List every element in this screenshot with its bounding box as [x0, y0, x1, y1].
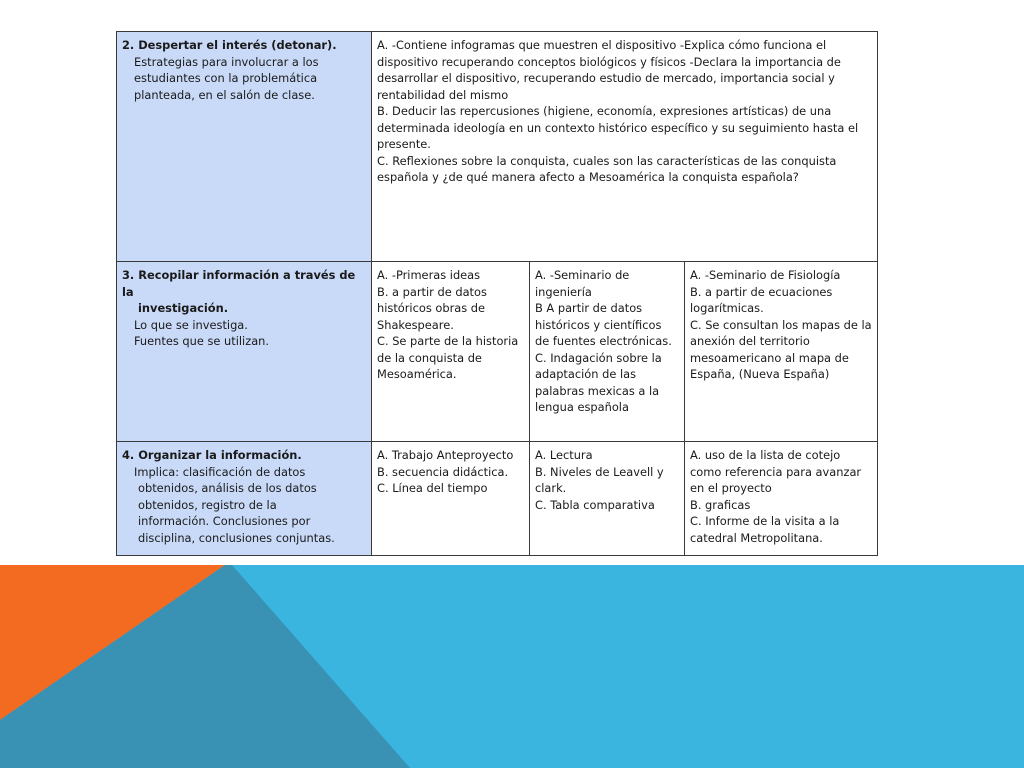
activity-text: C. Se consultan los mapas de la anexión del territorio mesoamericano al mapa de España, (Nueva España)	[690, 317, 872, 381]
activity-text: A. -Seminario de Fisiología	[690, 268, 841, 282]
activity-text: C. Informe de la visita a la catedral Metropolitana.	[690, 514, 840, 545]
stage-title-line: investigación.	[138, 301, 229, 315]
activity-text: B. a partir de datos históricos obras de Shakespeare.	[377, 284, 487, 332]
decorative-bottom-band	[0, 565, 1024, 768]
activity-cell-col2	[530, 262, 685, 442]
activity-cell-col1	[372, 262, 530, 442]
activity-cell-col3	[685, 262, 878, 442]
activity-text: A. -Seminario de ingeniería	[535, 268, 630, 299]
activity-text: C. Se parte de la historia de la conquista de Mesoamérica.	[377, 334, 519, 381]
stage-description-line: estudiantes con la problemática	[134, 71, 318, 85]
table-row-stage-2	[117, 32, 878, 262]
stage-description-line: disciplina, conclusiones conjuntas.	[138, 530, 335, 545]
stage-title: 2. Despertar el interés (detonar).	[122, 38, 337, 52]
stage-description-line: planteada, en el salón de clase.	[134, 87, 315, 102]
planning-table	[116, 31, 878, 556]
activity-text: B. a partir de ecuaciones logarítmicas.	[690, 284, 833, 315]
stage-cell-2	[117, 32, 372, 262]
stage-description-line: Implica: clasificación de datos	[134, 464, 306, 479]
activity-text: A. uso de la lista de cotejo como referencia para avanzar en el proyecto	[690, 448, 862, 495]
activity-text-c: C. Reflexiones sobre la conquista, cuales son las características de las conquista española y ¿de qué manera afecto a Mesoamérica la conquista española?	[377, 153, 837, 184]
stage-description-line: información. Conclusiones por	[138, 514, 311, 528]
stage-description-line: obtenidos, registro de la	[138, 497, 277, 512]
activity-text: A. Lectura	[535, 448, 593, 462]
activity-cell-col1	[372, 442, 530, 556]
stage-cell-4	[117, 442, 372, 556]
activity-text: B. secuencia didáctica.	[377, 464, 509, 479]
activity-text: C. Indagación sobre la adaptación de las palabras mexicas a la lengua española	[535, 350, 662, 414]
activity-text: B A partir de datos históricos y científicos de fuentes electrónicas.	[535, 301, 672, 348]
planning-table-wrapper	[116, 31, 877, 555]
activity-cell-col2	[530, 442, 685, 556]
activity-text: C. Línea del tiempo	[377, 481, 488, 495]
stage-title	[122, 267, 366, 317]
activities-cell-2	[372, 32, 878, 262]
activity-text: C. Tabla comparativa	[535, 497, 655, 512]
activity-text: B. Niveles de Leavell y clark.	[535, 464, 664, 495]
activity-text-b: B. Deducir las repercusiones (higiene, economía, expresiones artísticas) de una determinada ideología en un contexto histórico específico y su seguimiento hasta el presente.	[377, 104, 859, 151]
activity-cell-col3	[685, 442, 878, 556]
table-row-stage-4	[117, 442, 878, 556]
activity-text: A. Trabajo Anteproyecto	[377, 448, 514, 462]
activity-text: B. graficas	[690, 497, 751, 512]
activity-text-a: A. -Contiene infogramas que muestren el dispositivo -Explica cómo funciona el dispositivo recuperando conceptos biológicos y físicos -Declara la importancia de desarrollar el dispositivo, recuperando estudio de mercado, importancia social y rentabilidad del mismo	[377, 38, 841, 102]
table-row-stage-3	[117, 262, 878, 442]
stage-title-line: 3. Recopilar información a través de la	[122, 268, 356, 299]
stage-description-line: obtenidos, análisis de los datos	[138, 481, 317, 495]
stage-title: 4. Organizar la información.	[122, 448, 302, 462]
stage-description-line: Estrategias para involucrar a los	[134, 54, 319, 69]
activity-text: A. -Primeras ideas	[377, 268, 481, 282]
stage-description-line: Lo que se investiga.	[134, 317, 248, 332]
stage-cell-3	[117, 262, 372, 442]
stage-description-line: Fuentes que se utilizan.	[134, 334, 270, 348]
